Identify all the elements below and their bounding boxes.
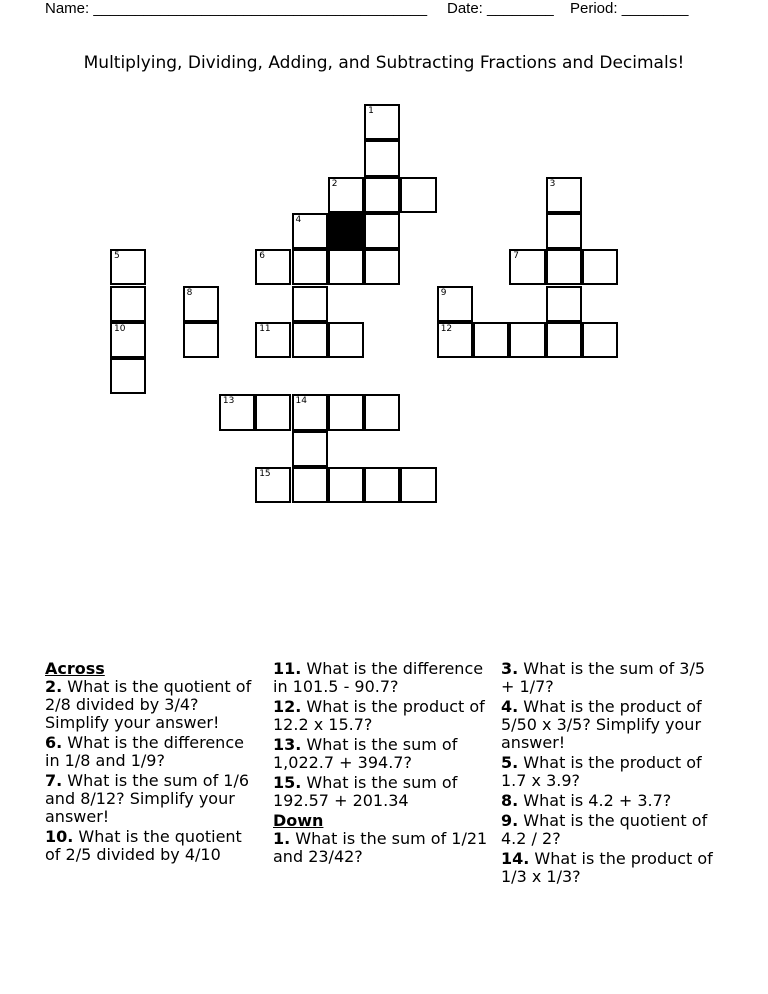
crossword-cell[interactable]: [437, 322, 473, 358]
down-heading: Down: [273, 811, 324, 830]
clue-across-12: 12. What is the product of 12.2 x 15.7?: [273, 697, 485, 734]
crossword-black-cell: [328, 213, 364, 249]
clue-across-7: 7. What is the sum of 1/6 and 8/12? Simplify your answer!: [45, 771, 250, 826]
crossword-cell[interactable]: [328, 249, 364, 285]
crossword-cell[interactable]: [110, 358, 146, 394]
crossword-cell[interactable]: [328, 177, 364, 213]
clue-column-3: [501, 660, 716, 888]
clue-across-10: 10. What is the quotient of 2/5 divided by 4/10: [45, 827, 242, 864]
clue-across-6: 6. What is the difference in 1/8 and 1/9?: [45, 733, 244, 770]
crossword-cell[interactable]: [400, 467, 436, 503]
crossword-cell[interactable]: [509, 322, 545, 358]
crossword-cell[interactable]: [546, 249, 582, 285]
crossword-cell[interactable]: [364, 467, 400, 503]
crossword-cell[interactable]: [328, 467, 364, 503]
clue-number: 1: [368, 106, 374, 116]
name-field[interactable]: Name: ________________________________________: [45, 0, 428, 17]
clue-number: 12: [440, 323, 453, 334]
crossword-cell[interactable]: [364, 213, 400, 249]
crossword-cell[interactable]: [292, 322, 328, 358]
crossword-cell[interactable]: [364, 249, 400, 285]
period-field[interactable]: Period: ________: [570, 0, 689, 17]
crossword-cell[interactable]: [364, 140, 400, 176]
clue-column-2: [273, 660, 488, 868]
crossword-cell[interactable]: [364, 104, 400, 140]
clue-number: 8: [186, 287, 193, 298]
page-title: Multiplying, Dividing, Adding, and Subtracting Fractions and Decimals!: [83, 53, 685, 73]
crossword-cell[interactable]: [255, 467, 291, 503]
crossword-cell[interactable]: [546, 322, 582, 358]
crossword-cell[interactable]: [292, 213, 328, 249]
clue-number: 2: [331, 178, 338, 189]
clue-number: 15: [259, 469, 271, 479]
clue-down-1: 1. What is the sum of 1/21 and 23/42?: [273, 829, 488, 866]
crossword-cell[interactable]: [400, 177, 436, 213]
clue-number: 10: [114, 323, 126, 334]
crossword-cell[interactable]: [582, 249, 618, 285]
crossword-cell[interactable]: [364, 394, 400, 430]
crossword-cell[interactable]: [546, 177, 582, 213]
clue-number: 9: [440, 287, 447, 298]
across-heading: Across: [45, 659, 105, 678]
clue-across-2: 2. What is the quotient of 2/8 divided by 3/4? Simplify your answer!: [45, 677, 252, 732]
clue-across-11: 11. What is the difference in 101.5 - 90.7?: [273, 659, 484, 696]
clue-down-8: 8. What is 4.2 + 3.7?: [501, 791, 672, 810]
crossword-cell[interactable]: [509, 249, 545, 285]
clue-number: 14: [295, 396, 307, 407]
crossword-cell[interactable]: [546, 213, 582, 249]
crossword-cell[interactable]: [292, 467, 328, 503]
crossword-cell[interactable]: [183, 322, 219, 358]
clue-number: 11: [259, 323, 271, 334]
crossword-cell[interactable]: [255, 394, 291, 430]
clue-across-13: 13. What is the sum of 1,022.7 + 394.7?: [273, 735, 458, 772]
clue-number: 5: [114, 251, 120, 262]
clue-across-15: 15. What is the sum of 192.57 + 201.34: [273, 773, 458, 810]
crossword-cell[interactable]: [292, 286, 328, 322]
clue-down-9: 9. What is the quotient of 4.2 / 2?: [501, 811, 708, 848]
clue-down-3: 3. What is the sum of 3/5 + 1/7?: [501, 659, 706, 696]
crossword-cell[interactable]: [255, 249, 291, 285]
clue-number: 6: [259, 251, 265, 262]
crossword-cell[interactable]: [437, 286, 473, 322]
crossword-cell[interactable]: [255, 322, 291, 358]
crossword-cell[interactable]: [292, 394, 328, 430]
crossword-cell[interactable]: [183, 286, 219, 322]
date-field[interactable]: Date: ________: [447, 0, 554, 17]
clue-down-5: 5. What is the product of 1.7 x 3.9?: [501, 753, 702, 790]
crossword-cell[interactable]: [473, 322, 509, 358]
crossword-cell[interactable]: [110, 322, 146, 358]
crossword-cell[interactable]: [110, 249, 146, 285]
crossword-cell[interactable]: [582, 322, 618, 358]
clue-number: 3: [549, 178, 556, 189]
crossword-cell[interactable]: [292, 249, 328, 285]
crossword-cell[interactable]: [110, 286, 146, 322]
clue-down-4: 4. What is the product of 5/50 x 3/5? Simplify your answer!: [501, 697, 702, 752]
crossword-cell[interactable]: [328, 322, 364, 358]
clue-number: 4: [295, 214, 302, 225]
crossword-cell[interactable]: [219, 394, 255, 430]
crossword-cell[interactable]: [292, 431, 328, 467]
crossword-cell[interactable]: [546, 286, 582, 322]
clue-number: 7: [513, 251, 520, 262]
clue-down-14: 14. What is the product of 1/3 x 1/3?: [501, 849, 713, 886]
crossword-cell[interactable]: [364, 177, 400, 213]
clue-column-1: [45, 660, 260, 866]
crossword-cell[interactable]: [328, 394, 364, 430]
clue-number: 13: [222, 396, 235, 407]
